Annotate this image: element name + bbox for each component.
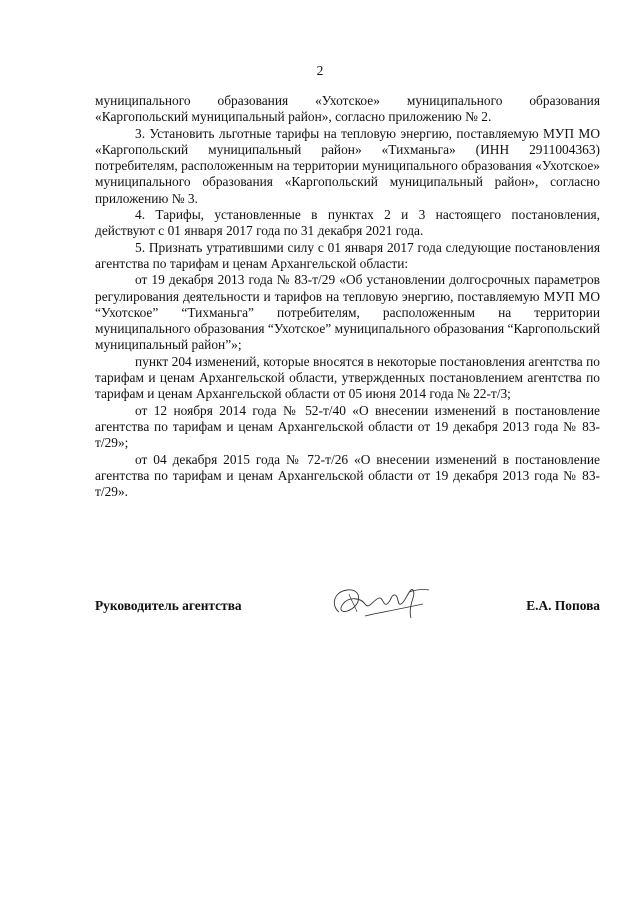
page-number: 2	[316, 63, 324, 78]
signatory-role: Руководитель агентства	[95, 598, 242, 613]
handwritten-signature	[325, 582, 435, 624]
paragraph-item-4: 4. Тарифы, установленные в пунктах 2 и 3 настоящего постановления, действуют с 01 января 2017 года по 31 декабря 2021 года.	[95, 207, 600, 239]
repealed-act-3: от 12 ноября 2014 года № 52-т/40 «О внесении изменений в постановление агентства по тарифам и ценам Архангельской области от 19 декабря 2013 года № 83-т/29»;	[95, 402, 600, 451]
signatory-name: Е.А. Попова	[526, 598, 600, 613]
paragraph-item-3: 3. Установить льготные тарифы на тепловую энергию, поставляемую МУП МО «Каргопольский муниципальный район» «Тихманьга» (ИНН 2911004363) потребителям, расположенным на территории муниципального образования «Ухотское» муниципального образования «Каргопольский муниципальный район», согласно приложению № 3.	[95, 125, 600, 206]
document-body	[95, 93, 600, 500]
repealed-act-2: пункт 204 изменений, которые вносятся в некоторые постановления агентства по тарифам и ценам Архангельской области, утвержденных постановлением агентства по тарифам и ценам Архангельской области от 05 июня 2014 года № 22-т/3;	[95, 353, 600, 402]
paragraph-continuation: муниципального образования «Ухотское» муниципального образования «Каргопольский муниципальный район», согласно приложению № 2.	[95, 93, 600, 125]
signature-block	[95, 590, 600, 630]
repealed-act-1: от 19 декабря 2013 года № 83-т/29 «Об установлении долгосрочных параметров регулирования деятельности и тарифов на тепловую энергию, поставляемую МУП МО “Ухотское” “Тихманьга” потребителям, расположенным на территории муниципального образования “Ухотское” муниципального образования “Каргопольский муниципальный район”»;	[95, 272, 600, 353]
paragraph-item-5: 5. Признать утратившими силу с 01 января 2017 года следующие постановления агентства по тарифам и ценам Архангельской области:	[95, 239, 600, 271]
repealed-act-4: от 04 декабря 2015 года № 72-т/26 «О внесении изменений в постановление агентства по тарифам и ценам Архангельской области от 19 декабря 2013 года № 83-т/29».	[95, 451, 600, 500]
